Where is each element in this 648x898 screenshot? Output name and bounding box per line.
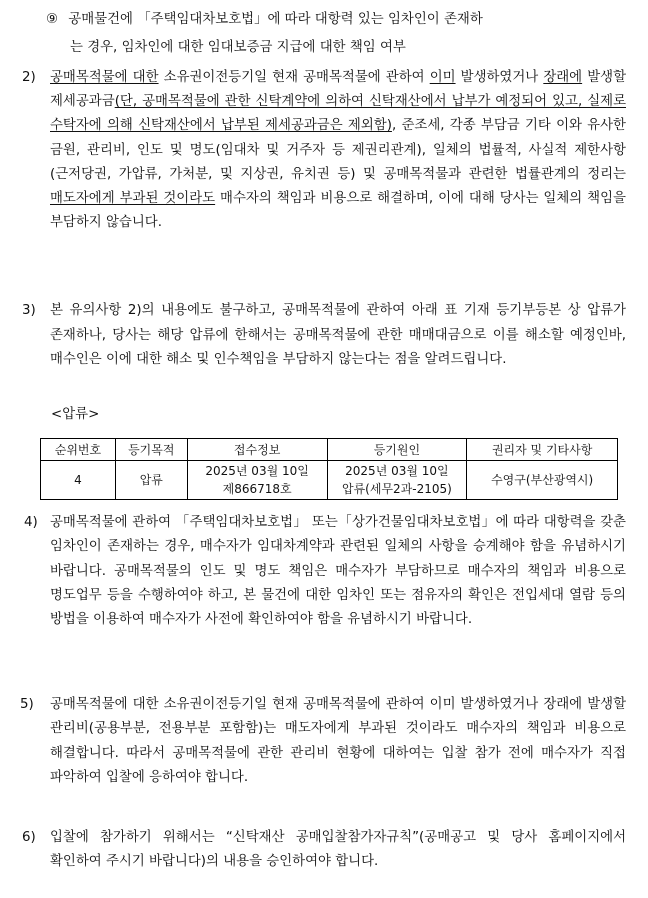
item-4-body: 공매목적물에 관하여 「주택임대차보호법」 또는「상가건물임대차보호법」에 따라 대항력을 갖춘 임차인이 존재하는 경우, 매수자가 임대차계약과 관련된 일체의 사항을 승계해야 함을 유념하시기 바랍니다. 공매목적물의 인도 및 명도 책임은 매수자가 부담하므로 매수자의 책임과 비용으로 명도업무 등을 수행하여야 하고, 본 물건에 대한 임차인 또는 점유자의 확인은 전입세대 열람 등의 방법을 이용하여 매수자가 사전에 확인하여야 함을 유념하시기 바랍니다. [50, 515, 626, 628]
item-2-seg2: 소유권이전등기일 현재 공매목적물에 관하여 [158, 70, 430, 85]
item-9 [46, 8, 626, 31]
item-2-body [50, 66, 626, 235]
cell-rank: 4 [41, 461, 116, 500]
cell-purpose: 압류 [115, 461, 187, 500]
item-3-body: 본 유의사항 2)의 내용에도 불구하고, 공매목적물에 관하여 아래 표 기재 등기부등본 상 압류가 존재하나, 당사는 해당 압류에 한해서는 공매목적물에 관한 매매대금으로 이를 해소할 예정인바, 매수인은 이에 대한 해소 및 인수책임을 부담하지 않는다는 점을 알려드립니다. [50, 303, 626, 367]
item-4-number: 4) [24, 515, 38, 530]
item-2 [22, 66, 626, 235]
seizure-title: <압류> [51, 407, 100, 422]
item-9-number: ⑨ [46, 12, 59, 27]
seizure-table-header-row [41, 439, 618, 461]
item-2-seg1: 공매목적물에 대한 [50, 70, 159, 85]
cell-holder: 수영구(부산광역시) [467, 461, 618, 500]
item-2-seg8: , 준조세, 각종 부담금 기타 이와 유사한 금원, 관리비, 인도 및 명도(임대차 및 거주자 등 제권리관계), 일체의 법률적, 사실적 제한사항(근저당권, 가압류, 가처분, 및 지상권, 유치권 등) 및 공매목적물과 관련한 법률관계의 정리는 [50, 118, 626, 182]
cell-cause [327, 461, 467, 500]
item-2-seg3: 이미 [429, 70, 456, 85]
item-2-seg7: (단, 공매목적물에 관한 신탁계약에 의하여 신탁재산에서 납부가 예정되어 있고, 실제로 수탁자에 의해 신탁재산에서 납부된 제세공과금은 제외함) [50, 94, 626, 134]
item-3 [22, 299, 626, 373]
item-5-body: 공매목적물에 대한 소유권이전등기일 현재 공매목적물에 관하여 이미 발생하였거나 장래에 발생할 관리비(공용부분, 전용부분 포함함)는 매도자에게 부과된 것이라도 매수자의 책임과 비용으로 해결합니다. 따라서 공매목적물에 관한 관리비 현황에 대하여는 입찰 참가 전에 매수자가 직접 파악하여 입찰에 응하여야 합니다. [50, 697, 626, 785]
item-3-number: 3) [22, 303, 36, 318]
header-purpose: 등기목적 [115, 439, 187, 461]
header-rank: 순위번호 [41, 439, 116, 461]
item-5 [20, 693, 626, 790]
item-6 [22, 826, 626, 875]
item-2-number: 2) [22, 70, 36, 85]
header-cause: 등기원인 [327, 439, 467, 461]
item-5-number: 5) [20, 697, 34, 712]
item-2-seg10: 매수자의 책임과 비용으로 해결하며, 이에 대해 당사는 일체의 책임을 부담하지 않습니다. [50, 191, 626, 231]
cell-receipt-date: 2025년 03월 10일 [205, 464, 309, 478]
seizure-table [40, 438, 618, 500]
header-holder: 권리자 및 기타사항 [467, 439, 618, 461]
cell-receipt [187, 461, 327, 500]
table-row [41, 461, 618, 500]
header-receipt: 접수정보 [187, 439, 327, 461]
item-9-line2-row [70, 36, 626, 59]
item-9-line2: 는 경우, 임차인에 대한 임대보증금 지급에 대한 책임 여부 [70, 40, 406, 55]
item-2-seg6: 발생할 제세공과금 [50, 70, 626, 110]
item-4 [24, 511, 626, 632]
item-6-body: 입찰에 참가하기 위해서는 “신탁재산 공매입찰참가자규칙”(공매공고 및 당사 홈페이지에서 확인하여 주시기 바랍니다)의 내용을 승인하여야 합니다. [50, 830, 626, 870]
cell-cause-detail: 압류(세무2과-2105) [341, 482, 452, 496]
cell-receipt-no: 제866718호 [222, 482, 292, 496]
item-6-number: 6) [22, 830, 36, 845]
item-2-seg4: 발생하였거나 [455, 70, 544, 85]
cell-cause-date: 2025년 03월 10일 [345, 464, 449, 478]
item-2-seg9: 매도자에게 부과된 것이라도 [50, 191, 216, 207]
item-9-line1: 공매물건에 「주택임대차보호법」에 따라 대항력 있는 임차인이 존재하 [68, 12, 483, 27]
item-2-seg5: 장래에 [543, 70, 583, 85]
